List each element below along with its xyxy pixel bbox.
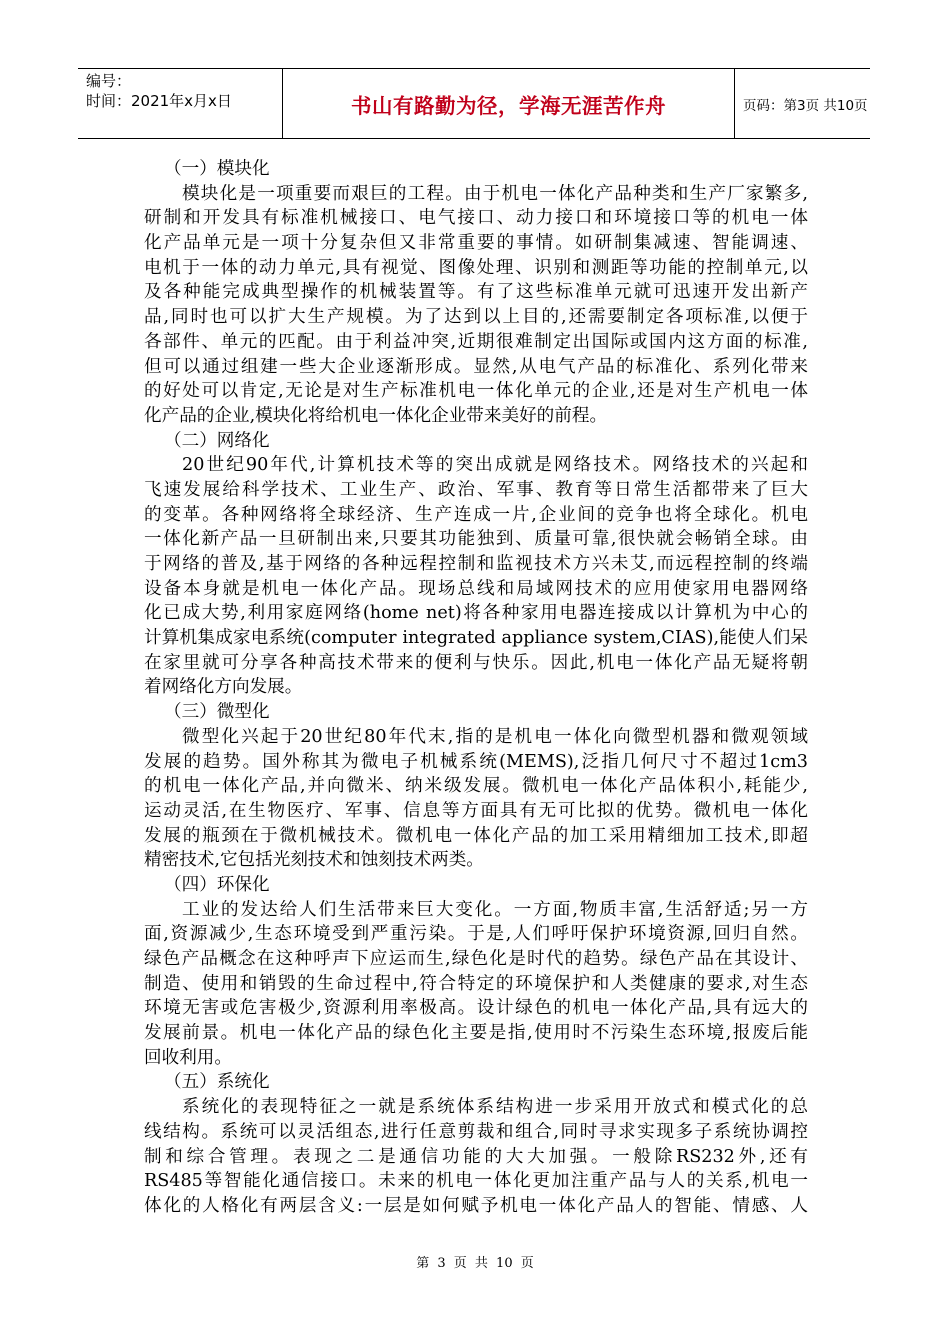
paragraph-line: 飞速发展给科学技术、工业生产、政治、军事、教育等日常生活都带来了巨大 (144, 479, 808, 500)
paragraph-line: 化产品的企业,模块化将给机电一体化企业带来美好的前程。 (144, 405, 608, 426)
paragraph-line: 及各种能完成典型操作的机械装置等。有了这些标准单元就可迅速开发出新产 (144, 282, 808, 303)
section-heading: （三）微型化 (164, 702, 270, 723)
paragraph-line: 面,资源减少,生态环境受到严重污染。于是,人们呼吁保护环境资源,回归自然。 (144, 924, 808, 945)
section-heading: （四）环保化 (164, 874, 270, 895)
paragraph-line: 品,同时也可以扩大生产规模。为了达到以上目的,还需要制定各项标准,以便于 (144, 307, 808, 328)
page-header (78, 68, 870, 139)
paragraph-line: 电机于一体的动力单元,具有视觉、图像处理、识别和测距等功能的控制单元,以 (144, 257, 808, 278)
header-motto: 书山有路勤为径，学海无涯苦作舟 (283, 69, 735, 138)
paragraph-line: 绿色产品概念在这种呼声下应运而生,绿色化是时代的趋势。绿色产品在其设计、 (144, 949, 808, 969)
paragraph-line: 微型化兴起于20世纪80年代末,指的是机电一体化向微型机器和微观领域 (182, 726, 808, 747)
paragraph-line: 体化的人格化有两层含义:一层是如何赋予机电一体化产品人的智能、情感、人 (144, 1195, 808, 1216)
paragraph-line: 系统化的表现特征之一就是系统体系结构进一步采用开放式和模式化的总 (182, 1097, 808, 1118)
paragraph-line: 制和综合管理。表现之二是通信功能的大大加强。一般除RS232外,还有 (144, 1146, 808, 1167)
number-label: 编号： (86, 72, 132, 90)
paragraph-line: 发展的趋势。国外称其为微电子机械系统(MEMS),泛指几何尺寸不超过1cm3 (144, 751, 808, 772)
paragraph-line: 发展前景。机电一体化产品的绿色化主要是指,使用时不污染生态环境,报废后能 (144, 1023, 808, 1044)
date-label: 时间：2021年x月x日 (86, 92, 232, 110)
paragraph-line: 环境无害或危害极少,资源利用率极高。设计绿色的机电一体化产品,具有远大的 (144, 998, 808, 1019)
paragraph-line: 各部件、单元的匹配。由于利益冲突,近期很难制定出国际或国内这方面的标准, (144, 331, 808, 352)
paragraph-line: 线结构。系统可以灵活组态,进行任意剪裁和组合,同时寻求实现多子系统协调控 (144, 1121, 808, 1142)
section-heading: （二）网络化 (164, 430, 270, 451)
paragraph-line: 回收利用。 (144, 1047, 232, 1068)
paragraph-line: 设备本身就是机电一体化产品。现场总线和局域网技术的应用使家用电器网络 (144, 578, 808, 599)
paragraph-line: 制造、使用和销毁的生命过程中,符合特定的环境保护和人类健康的要求,对生态 (144, 973, 808, 994)
paragraph-line: 20世纪90年代,计算机技术等的突出成就是网络技术。网络技术的兴起和 (182, 455, 808, 476)
section-heading: （五）系统化 (164, 1072, 270, 1093)
document-body (144, 157, 808, 1219)
paragraph-line: 的机电一体化产品,并向微米、纳米级发展。微机电一体化产品体积小,耗能少, (144, 776, 808, 797)
paragraph-line: 于网络的普及,基于网络的各种远程控制和监视技术方兴未艾,而远程控制的终端 (144, 554, 808, 574)
paragraph-line: 但可以通过组建一些大企业逐渐形成。显然,从电气产品的标准化、系列化带来 (144, 356, 808, 377)
page-footer: 第 3 页 共 10 页 (416, 1256, 534, 1271)
paragraph-line: 的好处可以肯定,无论是对生产标准机电一体化单元的企业,还是对生产机电一体 (144, 381, 808, 402)
paragraph-line: 精密技术,它包括光刻技术和蚀刻技术两类。 (144, 850, 484, 871)
paragraph-line: 工业的发达给人们生活带来巨大变化。一方面,物质丰富,生活舒适;另一方 (182, 899, 808, 920)
paragraph-line: 化已成大势,利用家庭网络(home net)将各种家用电器连接成以计算机为中心的 (144, 603, 808, 624)
paragraph-line: RS485等智能化通信接口。未来的机电一体化更加注重产品与人的关系,机电一 (144, 1171, 808, 1192)
paragraph-line: 的变革。各种网络将全球经济、生产连成一片,企业间的竞争也将全球化。机电 (144, 504, 808, 525)
header-meta (78, 69, 283, 138)
header-page-label: 页码：第3页 共10页 (743, 97, 868, 114)
paragraph-line: 化产品单元是一项十分复杂但又非常重要的事情。如研制集减速、智能调速、 (144, 233, 808, 254)
paragraph-line: 运动灵活,在生物医疗、军事、信息等方面具有无可比拟的优势。微机电一体化 (144, 800, 808, 821)
paragraph-line: 计算机集成家电系统(computer integrated appliance system,CIAS),能使人们呆 (144, 628, 808, 649)
paragraph-line: 在家里就可分享各种高技术带来的便利与快乐。因此,机电一体化产品无疑将朝 (144, 652, 808, 673)
paragraph-line: 一体化新产品一旦研制出来,只要其功能独到、质量可靠,很快就会畅销全球。由 (144, 529, 808, 550)
paragraph-line: 研制和开发具有标准机械接口、电气接口、动力接口和环境接口等的机电一体 (144, 208, 808, 229)
paragraph-line: 着网络化方向发展。 (144, 677, 303, 698)
section-heading: （一）模块化 (164, 159, 270, 179)
paragraph-line: 发展的瓶颈在于微机械技术。微机电一体化产品的加工采用精细加工技术,即超 (144, 825, 808, 846)
paragraph-line: 模块化是一项重要而艰巨的工程。由于机电一体化产品种类和生产厂家繁多, (182, 183, 808, 204)
